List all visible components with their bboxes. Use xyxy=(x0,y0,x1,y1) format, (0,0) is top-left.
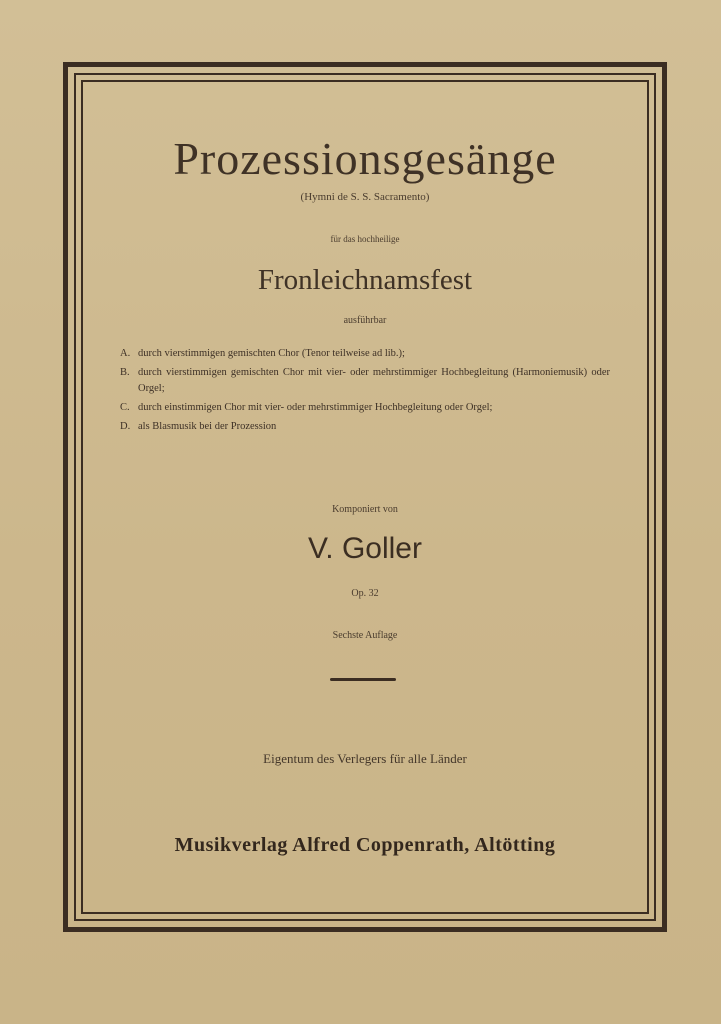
performance-options xyxy=(120,346,610,438)
option-text: durch einstimmigen Chor mit vier- oder mehrstimmiger Hochbegleitung oder Orgel; xyxy=(138,402,493,413)
option-item xyxy=(120,346,610,362)
rights-notice: Eigentum des Verlegers für alle Länder xyxy=(263,751,467,766)
latin-subtitle: (Hymni de S. S. Sacramento) xyxy=(300,191,430,203)
option-item xyxy=(120,365,610,397)
option-letter: C. xyxy=(120,402,130,413)
edition-label: Sechste Auflage xyxy=(332,630,398,641)
option-letter: B. xyxy=(120,367,130,378)
opus-number: Op. 32 xyxy=(351,588,379,599)
option-item xyxy=(120,419,610,435)
composed-by-label: Komponiert von xyxy=(332,504,398,515)
composer-name: V. Goller xyxy=(308,532,422,565)
option-text: durch vierstimmigen gemischten Chor mit vier- oder mehrstimmiger Hochbegleitung (Harmoniemusik) oder Orgel; xyxy=(138,367,610,394)
option-text: durch vierstimmigen gemischten Chor (Tenor teilweise ad lib.); xyxy=(138,348,405,359)
option-letter: D. xyxy=(120,421,131,432)
executable-label: ausführbar xyxy=(343,315,387,326)
publisher-name: Musikverlag Alfred Coppenrath, Altötting xyxy=(174,834,556,856)
cover-content xyxy=(86,84,644,910)
main-title: Prozessionsgesänge xyxy=(173,133,557,184)
feast-title: Fronleichnamsfest xyxy=(257,264,473,296)
for-line: für das hochheilige xyxy=(330,234,400,244)
option-text: als Blasmusik bei der Prozession xyxy=(138,421,277,432)
divider-rule xyxy=(330,678,396,681)
option-letter: A. xyxy=(120,348,131,359)
option-item xyxy=(120,400,610,416)
